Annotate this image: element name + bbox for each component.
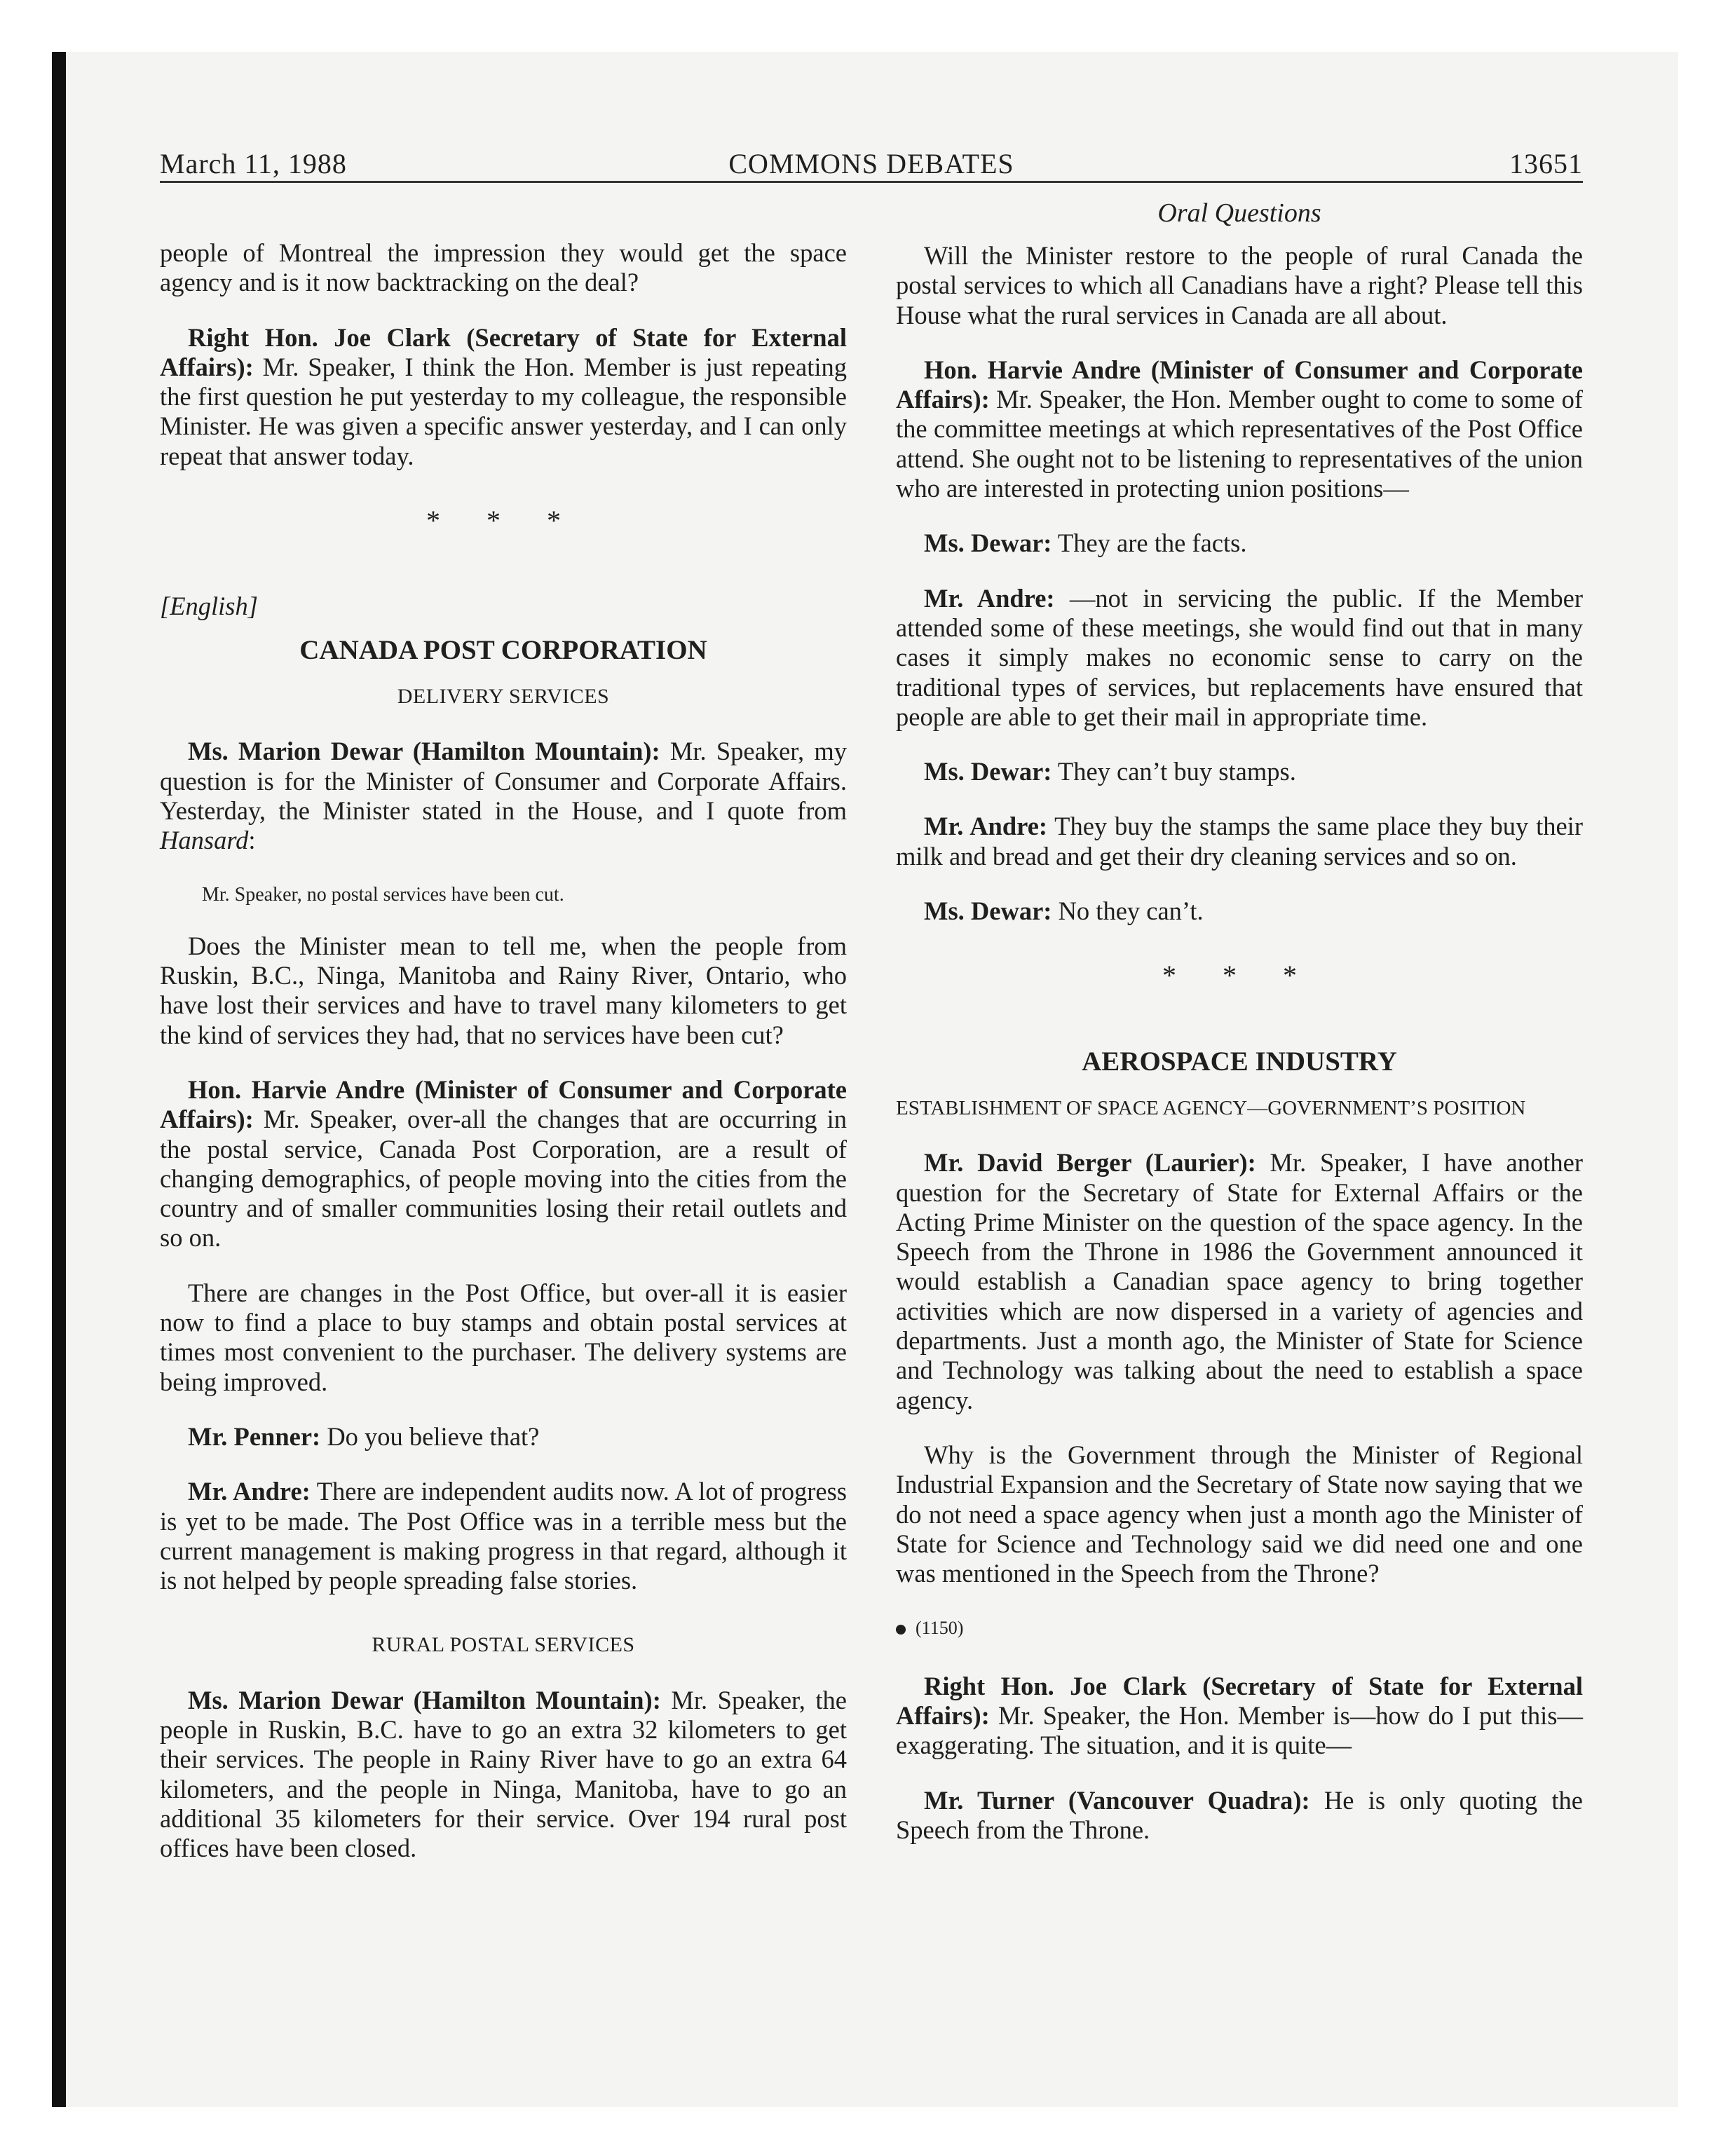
speech-text: Mr. Speaker, the people in Ruskin, B.C. have to go an extra 32 kilometers to get their services. The people in Rainy River have to go an extra 64 kilometers, and the people in Ninga, Manitoba, have to go an additional 35 kilometers for their service. Over 194 rural post offices have been closed. bbox=[160, 1685, 847, 1863]
speaker-name: Ms. Marion Dewar (Hamilton Mountain): bbox=[188, 737, 660, 766]
right-column bbox=[896, 241, 1583, 1870]
speech-text: They are the facts. bbox=[1052, 528, 1247, 558]
paragraph bbox=[896, 584, 1583, 732]
page-header bbox=[160, 144, 1583, 183]
header-date: March 11, 1988 bbox=[160, 148, 347, 179]
paragraph bbox=[896, 757, 1583, 786]
speaker-name: Right Hon. Joe Clark (Secretary of State for External Affairs): bbox=[160, 322, 847, 381]
speech-text: He is only quoting the Speech from the Throne. bbox=[896, 1785, 1583, 1844]
speaker-name: Mr. Turner (Vancouver Quadra): bbox=[924, 1785, 1310, 1815]
hansard-reference: Hansard bbox=[160, 826, 249, 855]
speaker-name: Mr. Andre: bbox=[924, 583, 1055, 613]
paragraph bbox=[896, 1786, 1583, 1845]
speech-text: No they can’t. bbox=[1052, 896, 1204, 926]
section-tag: Oral Questions bbox=[1157, 198, 1321, 228]
speech-text: Mr. Speaker, the Hon. Member is—how do I put this—exaggerating. The situation, and it is quite— bbox=[896, 1700, 1583, 1760]
bullet-icon bbox=[896, 1625, 906, 1635]
speech-text: Mr. Speaker, I think the Hon. Member is just repeating the first question he put yesterday to my colleague, the responsible Minister. He was given a specific answer yesterday, and I can only repeat that answer today. bbox=[160, 352, 847, 470]
speaker-name: Mr. Andre: bbox=[924, 812, 1048, 841]
paragraph bbox=[160, 737, 847, 855]
speaker-name: Ms. Dewar: bbox=[924, 757, 1052, 786]
speaker-name: Right Hon. Joe Clark (Secretary of State for External Affairs): bbox=[896, 1671, 1583, 1730]
language-marker: [English] bbox=[160, 592, 258, 621]
header-page-number: 13651 bbox=[1509, 148, 1583, 179]
paragraph: Why is the Government through the Minister of Regional Industrial Expansion and the Secretary of State now saying that we do not need a space agency when just a month ago the Minister of State for Science and Technology said we did need one and one was mentioned in the Speech from the Throne? bbox=[896, 1440, 1583, 1588]
speech-text: Do you believe that? bbox=[320, 1421, 540, 1451]
speech-text: Mr. Speaker, over-all the changes that are occurring in the postal service, Canada Post Corporation, are a result of changing demographics, of people moving into the cities from the country and of smaller communities losing their retail outlets and so on. bbox=[160, 1105, 847, 1253]
section-heading: AEROSPACE INDUSTRY bbox=[1082, 1046, 1397, 1077]
paragraph bbox=[896, 812, 1583, 871]
paragraph: There are changes in the Post Office, but over-all it is easier now to find a place to buy stamps and obtain postal services at times most convenient to the purchaser. The delivery systems are being improved. bbox=[160, 1278, 847, 1396]
paragraph bbox=[160, 323, 847, 471]
speaker-name: Hon. Harvie Andre (Minister of Consumer and Corporate Affairs): bbox=[160, 1074, 847, 1134]
speech-text: Mr. Speaker, my question is for the Minister of Consumer and Corporate Affairs. Yesterday, the Minister stated in the House, and I quote from bbox=[160, 737, 847, 825]
paragraph bbox=[160, 1422, 847, 1452]
speaker-name: Ms. Marion Dewar (Hamilton Mountain): bbox=[188, 1685, 661, 1714]
time-marker bbox=[896, 1613, 1583, 1643]
subheading: ESTABLISHMENT OF SPACE AGENCY—GOVERNMENT’S POSITION bbox=[896, 1096, 1526, 1119]
time-stamp: (1150) bbox=[916, 1618, 964, 1639]
speech-text: They buy the stamps the same place they buy their milk and bread and get their dry cleaning services and so on. bbox=[896, 812, 1583, 871]
speaker-name: Mr. Penner: bbox=[188, 1421, 321, 1451]
block-quote: Mr. Speaker, no postal services have been cut. bbox=[202, 884, 564, 906]
speaker-name: Mr. Andre: bbox=[188, 1477, 311, 1506]
speaker-name: Ms. Dewar: bbox=[924, 528, 1052, 558]
speech-text: Mr. Speaker, the Hon. Member ought to come to some of the committee meetings at which representatives of the Post Office attend. She ought not to be listening to representatives of the union who are interested in protecting union positions— bbox=[896, 385, 1583, 503]
speaker-name: Mr. David Berger (Laurier): bbox=[924, 1148, 1256, 1178]
paragraph bbox=[160, 1075, 847, 1253]
punctuation: : bbox=[248, 826, 256, 855]
speaker-name: Ms. Dewar: bbox=[924, 896, 1052, 926]
speech-text: Mr. Speaker, I have another question for the Secretary of State for External Affairs or the Acting Prime Minister on the question of the space agency. In the Speech from the Throne in 1986 the Government announced it would establish a Canadian space agency to bring together activities which are now dispersed in a variety of agencies and departments. Just a month ago, the Minister of State for Science and Technology was talking about the need to establish a space agency. bbox=[896, 1148, 1583, 1414]
section-separator: * * * bbox=[1162, 960, 1316, 992]
header-title: COMMONS DEBATES bbox=[728, 148, 1014, 179]
left-column bbox=[160, 238, 847, 1888]
speaker-name: Hon. Harvie Andre (Minister of Consumer and Corporate Affairs): bbox=[896, 355, 1583, 414]
speech-text: —not in servicing the public. If the Member attended some of these meetings, she would find out that in many cases it simply makes no economic sense to carry on the traditional types of services, but replacements have ensured that people are able to get their mail in appropriate time. bbox=[896, 583, 1583, 731]
paragraph bbox=[160, 1686, 847, 1864]
section-separator: * * * bbox=[426, 505, 580, 537]
paragraph bbox=[896, 1148, 1583, 1415]
section-heading: CANADA POST CORPORATION bbox=[299, 634, 707, 665]
paragraph bbox=[896, 1672, 1583, 1761]
paragraph bbox=[160, 1477, 847, 1595]
paragraph bbox=[896, 355, 1583, 503]
paragraph: Does the Minister mean to tell me, when the people from Ruskin, B.C., Ninga, Manitoba and Rainy River, Ontario, who have lost their services and have to travel many kilometers to get the kind of services they had, that no services have been cut? bbox=[160, 931, 847, 1049]
paragraph: Will the Minister restore to the people of rural Canada the postal services to which all Canadians have a right? Please tell this House what the rural services in Canada are all about. bbox=[896, 241, 1583, 329]
speech-text: There are independent audits now. A lot of progress is yet to be made. The Post Office was in a terrible mess but the current management is making progress in that regard, although it is not helped by people spreading false stories. bbox=[160, 1477, 847, 1595]
paragraph: people of Montreal the impression they would get the space agency and is it now backtracking on the deal? bbox=[160, 238, 847, 297]
speech-text: They can’t buy stamps. bbox=[1052, 757, 1296, 786]
paragraph bbox=[896, 528, 1583, 558]
subheading: RURAL POSTAL SERVICES bbox=[372, 1633, 635, 1657]
subheading: DELIVERY SERVICES bbox=[397, 684, 610, 708]
paragraph bbox=[896, 896, 1583, 926]
